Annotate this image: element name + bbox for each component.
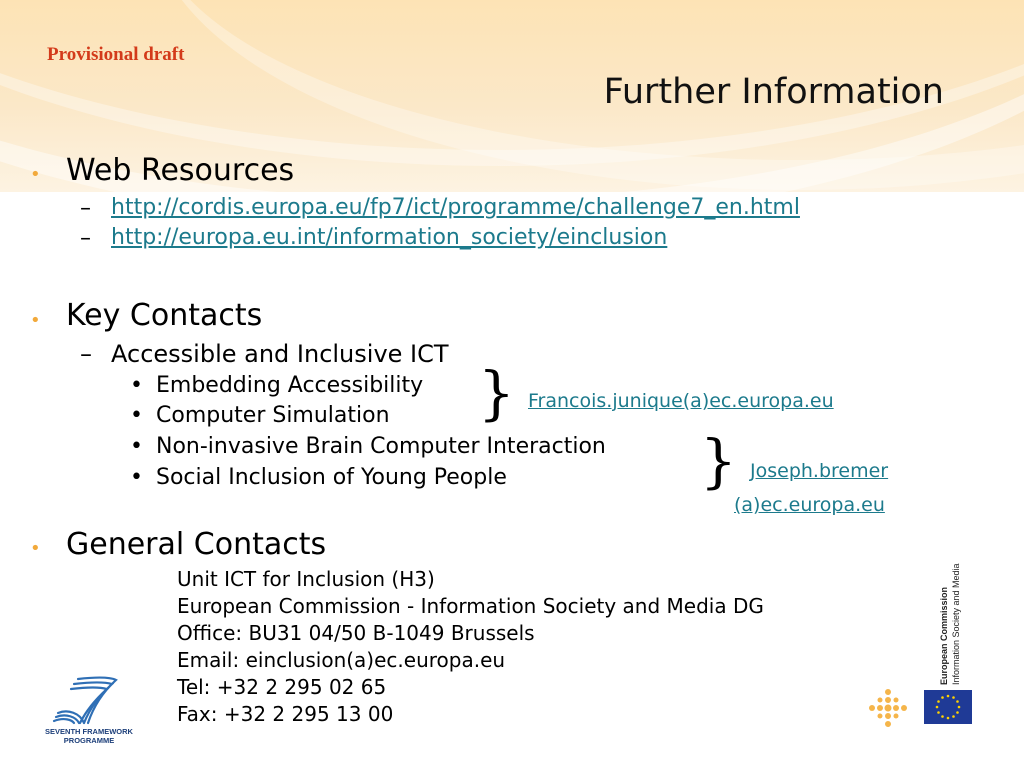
key-contacts-heading: Key Contacts (66, 298, 263, 333)
dash: – (80, 226, 91, 251)
contact-line: Fax: +32 2 295 13 00 (177, 702, 394, 726)
group-brace: } (700, 427, 737, 495)
fp7-logo-line1: SEVENTH FRAMEWORK (45, 727, 133, 736)
sub-bullet: • (130, 403, 143, 428)
bullet: • (30, 310, 41, 331)
fp7-logo-line2: PROGRAMME (63, 736, 115, 745)
dots-decoration (868, 688, 908, 728)
cordis-link[interactable]: http://cordis.europa.eu/fp7/ict/programme/challenge7_en.html (111, 195, 800, 220)
sub-bullet: • (130, 465, 143, 490)
contact-line: European Commission - Information Society and Media DG (177, 594, 764, 618)
eu-flag-icon (924, 690, 972, 724)
contact-line: Tel: +32 2 295 02 65 (177, 675, 387, 699)
contact-topic: Social Inclusion of Young People (156, 465, 507, 490)
european-commission-logo-text (937, 547, 967, 687)
contact-topic: Embedding Accessibility (156, 373, 424, 398)
contact-line: Email: einclusion(a)ec.europa.eu (177, 648, 506, 672)
key-contacts-subheading: Accessible and Inclusive ICT (111, 340, 449, 368)
contact-line: Office: BU31 04/50 B-1049 Brussels (177, 621, 535, 645)
contact-topic: Non-invasive Brain Computer Interaction (156, 434, 606, 459)
general-contacts-heading: General Contacts (66, 527, 327, 562)
sub-bullet: • (130, 434, 143, 459)
group-brace: } (478, 359, 515, 427)
contact-email-link[interactable]: Joseph.bremer (750, 460, 889, 482)
ec-logo-line2: Information Society and Media (951, 563, 961, 685)
slide-title: Further Information (603, 72, 944, 112)
web-resources-heading: Web Resources (66, 153, 295, 188)
bullet: • (30, 164, 41, 185)
ec-logo-line1: European Commission (939, 586, 949, 685)
contact-email-link[interactable]: Francois.junique(a)ec.europa.eu (528, 390, 834, 412)
draft-label: Provisional draft (47, 44, 185, 65)
dash: – (80, 340, 92, 368)
fp7-logo (44, 673, 134, 745)
contact-line: Unit ICT for Inclusion (H3) (177, 567, 435, 591)
sub-bullet: • (130, 373, 143, 398)
bullet: • (30, 538, 41, 559)
dash: – (80, 196, 91, 221)
contact-email-link[interactable]: (a)ec.europa.eu (734, 494, 885, 516)
einclusion-link[interactable]: http://europa.eu.int/information_society/einclusion (111, 225, 668, 250)
contact-topic: Computer Simulation (156, 403, 390, 428)
